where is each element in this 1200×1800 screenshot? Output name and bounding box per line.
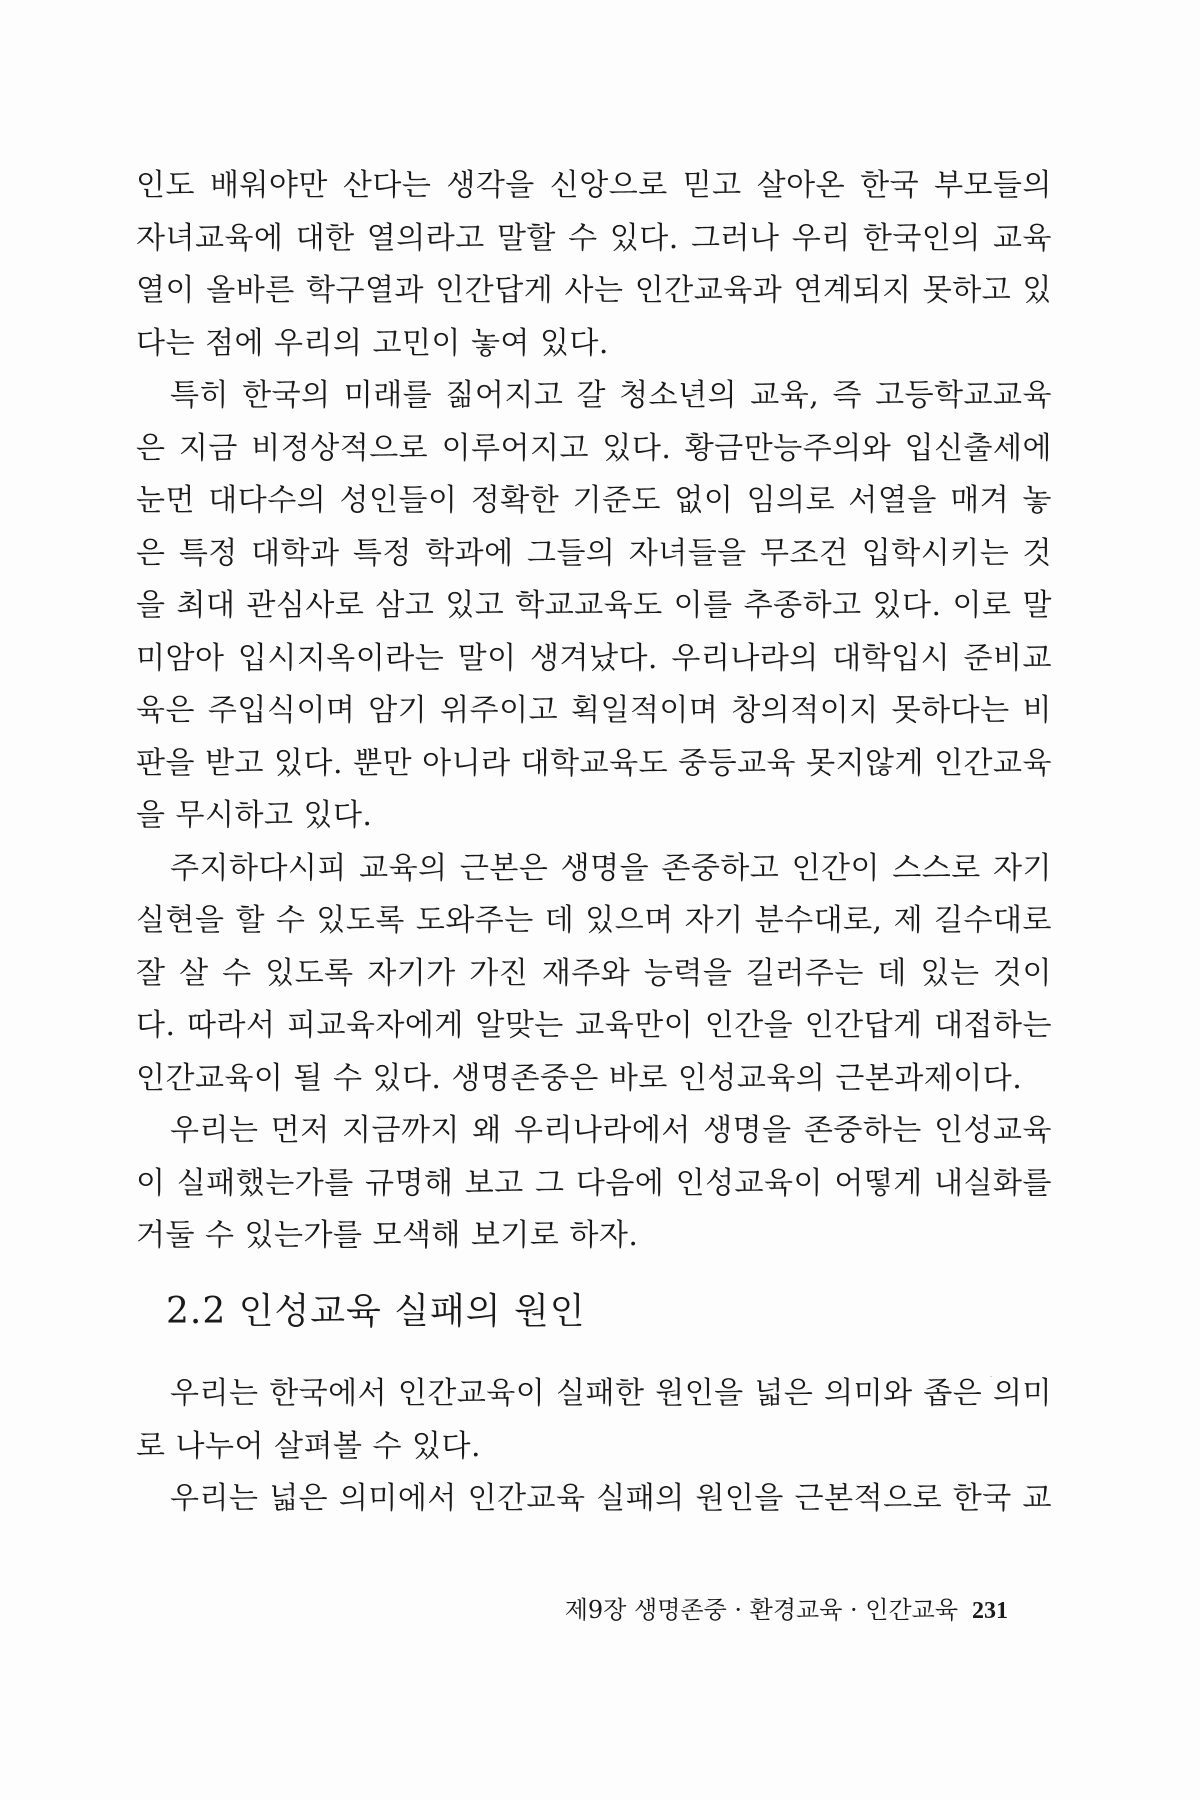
body-line: 우리는 한국에서 인간교육이 실패한 원인을 넓은 의미와 좁은 의미 bbox=[170, 1376, 1052, 1411]
page-footer bbox=[565, 1592, 1008, 1628]
body-line: 거둘 수 있는가를 모색해 보기로 하자. bbox=[136, 1218, 639, 1253]
body-line: 을 최대 관심사로 삼고 있고 학교교육도 이를 추종하고 있다. 이로 말 bbox=[136, 588, 1052, 623]
body-line: 잘 살 수 있도록 자기가 가진 재주와 능력을 길러주는 데 있는 것이 bbox=[136, 955, 1052, 991]
body-line: 특히 한국의 미래를 짊어지고 갈 청소년의 교육, 즉 고등학교교육 bbox=[170, 378, 1052, 413]
body-line: 인간교육이 될 수 있다. 생명존중은 바로 인성교육의 근본과제이다. bbox=[136, 1060, 1023, 1096]
body-line: 은 특정 대학과 특정 학과에 그들의 자녀들을 무조건 입학시키는 것 bbox=[136, 535, 1052, 571]
body-line: 은 지금 비정상적으로 이루어지고 있다. 황금만능주의와 입신출세에 bbox=[136, 430, 1052, 466]
page-number: 231 bbox=[972, 1598, 1008, 1624]
body-line: 이 실패했는가를 규명해 보고 그 다음에 인성교육이 어떻게 내실화를 bbox=[136, 1165, 1052, 1201]
running-chapter-title: 제9장 생명존중 · 환경교육 · 인간교육 bbox=[564, 1596, 958, 1624]
body-line: 열이 올바른 학구열과 인간답게 사는 인간교육과 연계되지 못하고 있 bbox=[136, 273, 1052, 308]
body-line: 다는 점에 우리의 고민이 놓여 있다. bbox=[136, 325, 609, 361]
body-line: 눈먼 대다수의 성인들이 정확한 기준도 없이 임의로 서열을 매겨 놓 bbox=[136, 483, 1052, 518]
body-line: 인도 배워야만 산다는 생각을 신앙으로 믿고 살아온 한국 부모들의 bbox=[136, 168, 1052, 203]
body-line: 판을 받고 있다. 뿐만 아니라 대학교육도 중등교육 못지않게 인간교육 bbox=[136, 745, 1052, 781]
section-heading: 2.2 인성교육 실패의 원인 bbox=[166, 1291, 586, 1332]
body-line: 실현을 할 수 있도록 도와주는 데 있으며 자기 분수대로, 제 길수대로 bbox=[136, 903, 1052, 938]
body-line: 우리는 먼저 지금까지 왜 우리나라에서 생명을 존중하는 인성교육 bbox=[170, 1113, 1052, 1148]
body-line: 다. 따라서 피교육자에게 알맞는 교육만이 인간을 인간답게 대접하는 bbox=[136, 1008, 1052, 1043]
section-text bbox=[136, 1368, 1052, 1526]
body-line: 미암아 입시지옥이라는 말이 생겨났다. 우리나라의 대학입시 준비교 bbox=[136, 640, 1052, 676]
body-text bbox=[136, 160, 1052, 1263]
body-line: 로 나누어 살펴볼 수 있다. bbox=[136, 1428, 481, 1464]
body-line: 우리는 넓은 의미에서 인간교육 실패의 원인을 근본적으로 한국 교 bbox=[170, 1481, 1052, 1516]
body-line: 주지하다시피 교육의 근본은 생명을 존중하고 인간이 스스로 자기 bbox=[170, 850, 1052, 886]
body-line: 을 무시하고 있다. bbox=[136, 798, 373, 833]
body-line: 자녀교육에 대한 열의라고 말할 수 있다. 그러나 우리 한국인의 교육 bbox=[136, 220, 1052, 256]
body-line: 육은 주입식이며 암기 위주이고 획일적이며 창의적이지 못하다는 비 bbox=[136, 693, 1052, 728]
